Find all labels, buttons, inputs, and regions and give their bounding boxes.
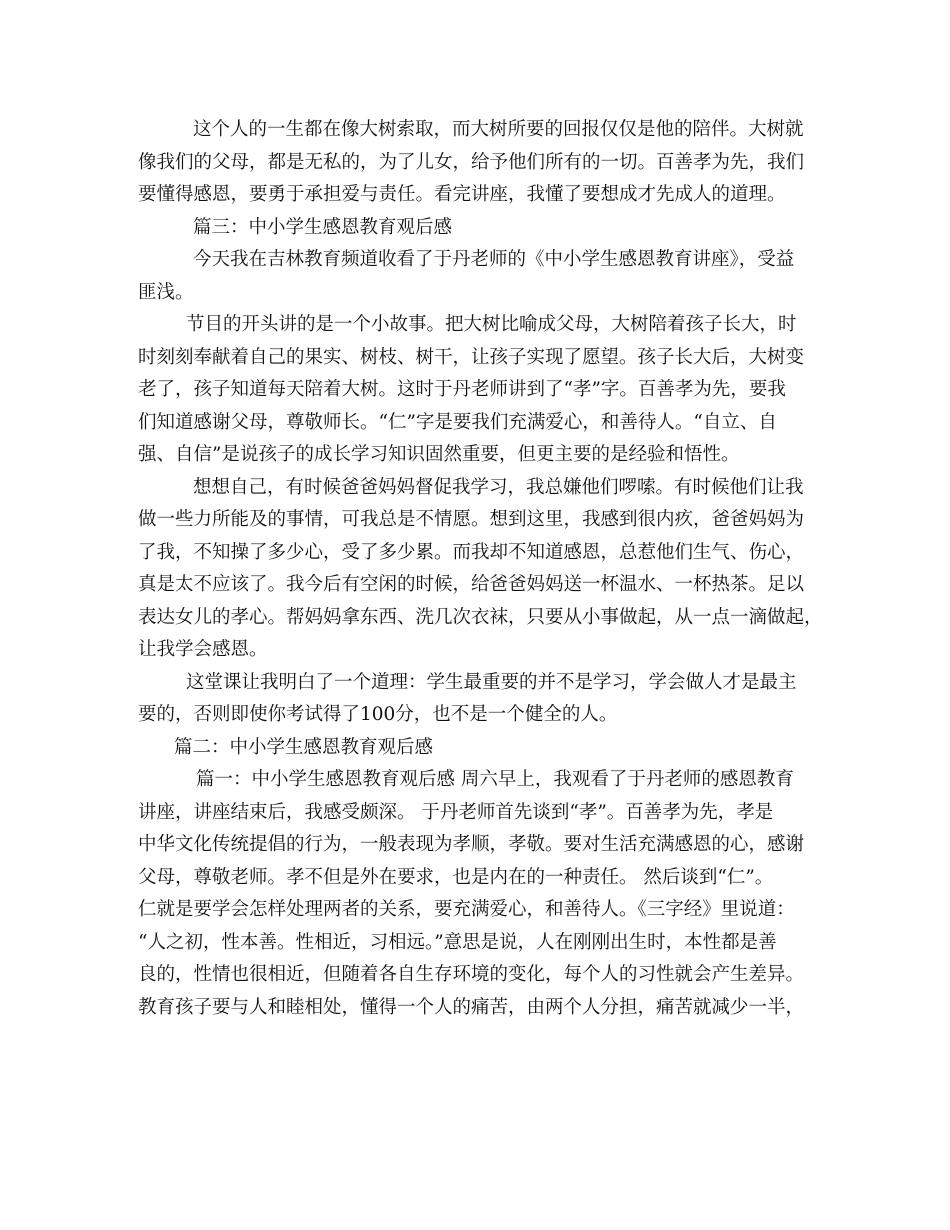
text-line: 良的，性情也很相近，但随着各自生存环境的变化，每个人的习性就会产生差异。	[138, 964, 805, 985]
text-line: 强、自信”是说孩子的成长学习知识固然重要，但更主要的是经验和悟性。	[138, 444, 740, 465]
text-line: 要的，否则即使你考试得了100分，也不是一个健全的人。	[138, 704, 618, 725]
text-line: 仁就是要学会怎样处理两者的关系，要充满爱心，和善待人。《三字经》里说道：	[138, 899, 795, 920]
text-line: 做一些力所能及的事情，可我总是不情愿。想到这里，我感到很内疚，爸爸妈妈为	[138, 509, 805, 530]
text-line: 们知道感谢父母，尊敬师长。“仁”字是要我们充满爱心，和善待人。“自立、自	[138, 411, 777, 433]
text-line: 这堂课让我明白了一个道理：学生最重要的并不是学习，学会做人才是最主	[186, 671, 797, 693]
text-line: 让我学会感恩。	[138, 639, 268, 660]
section-heading: 篇二：中小学生感恩教育观后感	[174, 736, 434, 758]
body-text	[138, 114, 828, 1024]
text-line: 像我们的父母，都是无私的，为了儿女，给予他们所有的一切。百善孝为先，我们	[138, 151, 805, 173]
text-line: 要懂得感恩，要勇于承担爱与责任。看完讲座，我懂了要想成才先成人的道理。	[138, 184, 786, 205]
text-line: 教育孩子要与人和睦相处，懂得一个人的痛苦，由两个人分担，痛苦就减少一半，	[138, 996, 805, 1018]
text-line: 想想自己，有时候爸爸妈妈督促我学习，我总嫌他们啰嗦。有时候他们让我	[193, 476, 804, 498]
text-line: 今天我在吉林教育频道收看了于丹老师的《中小学生感恩教育讲座》，受益	[193, 249, 795, 270]
text-line: 这个人的一生都在像大树索取，而大树所要的回报仅仅是他的陪伴。大树就	[193, 119, 804, 140]
text-line: 匪浅。	[138, 281, 194, 303]
text-line: 节目的开头讲的是一个小故事。把大树比喻成父母，大树陪着孩子长大，时	[186, 314, 797, 335]
text-line: 真是太不应该了。我今后有空闲的时候，给爸爸妈妈送一杯温水、一杯热茶。足以	[138, 574, 805, 595]
text-line: 篇一：中小学生感恩教育观后感 周六早上，我观看了于丹老师的感恩教育	[196, 769, 794, 790]
text-line: 父母，尊敬老师。孝不但是外在要求，也是内在的一种责任。 然后谈到“仁”。	[138, 866, 774, 888]
text-line: 中华文化传统提倡的行为，一般表现为孝顺，孝敬。要对生活充满感恩的心，感谢	[138, 834, 805, 855]
section-heading: 篇三：中小学生感恩教育观后感	[193, 216, 453, 238]
text-line: 讲座，讲座结束后，我感受颇深。 于丹老师首先谈到“孝”。百善孝为先，孝是	[138, 801, 774, 823]
text-line: 时刻刻奉献着自己的果实、树枝、树干，让孩子实现了愿望。孩子长大后，大树变	[138, 346, 805, 368]
text-line: 表达女儿的孝心。帮妈妈拿东西、洗几次衣袜，只要从小事做起，从一点一滴做起，	[138, 606, 823, 628]
text-line: 老了，孩子知道每天陪着大树。这时于丹老师讲到了“孝”字。百善孝为先，要我	[138, 379, 786, 400]
text-line: 了我，不知操了多少心，受了多少累。而我却不知道感恩，总惹他们生气、伤心，	[138, 541, 805, 563]
text-line: “人之初，性本善。性相近，习相远。”意思是说，人在刚刚出生时，本性都是善	[138, 931, 777, 953]
